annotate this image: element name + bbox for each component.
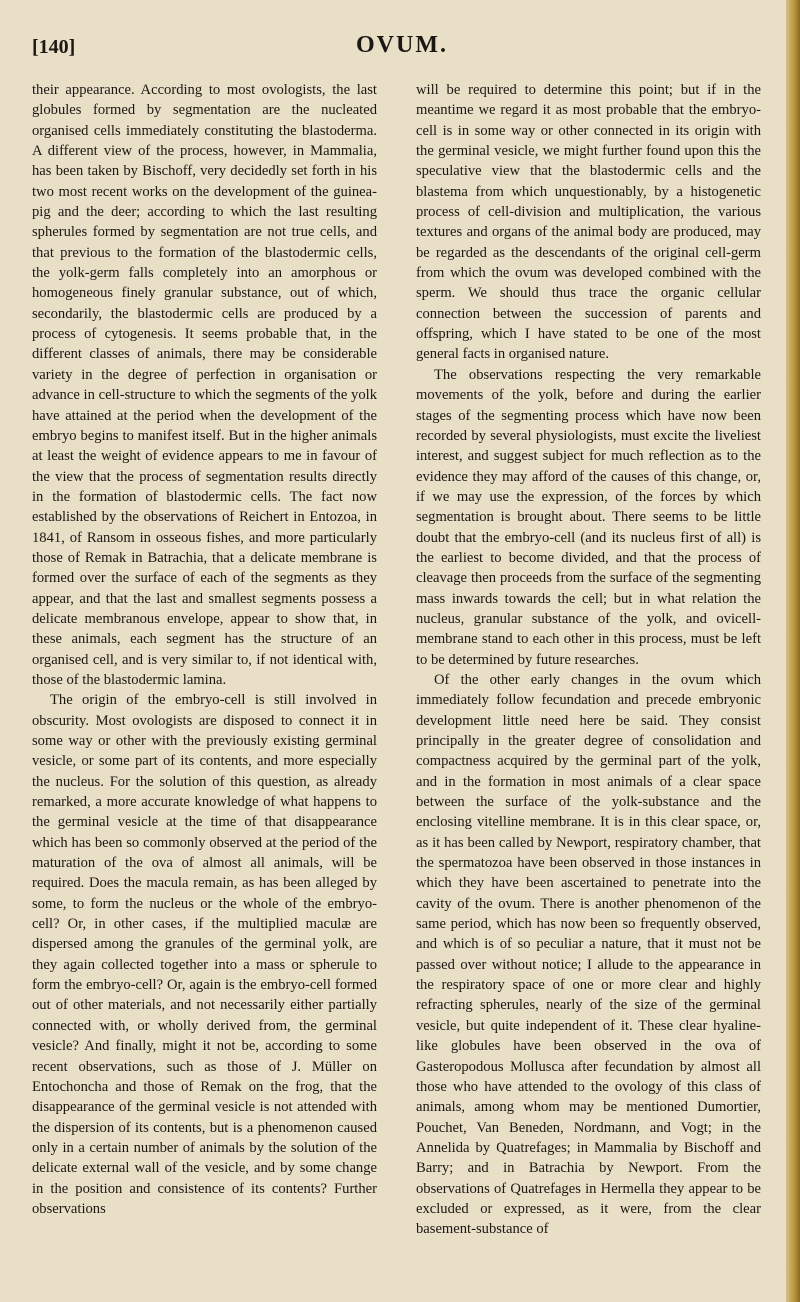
page-header: [32, 22, 772, 62]
page-edge-gilding: [786, 0, 800, 1302]
paragraph: The origin of the embryo-cell is still involved in obscurity. Most ovologists are disposed to connect it in some way or other with the previously existing germinal vesicle, or some part of its contents, and more especially the nucleus. For the solution of this question, as already remarked, a more accurate knowledge of what happens to the germinal vesicle at the time of that disappearance which has been so commonly observed at the period of the maturation of the ova of almost all animals, will be required. Does the macula remain, as has been alleged by some, to form the nucleus or the whole of the embryo-cell? Or, in other cases, if the multiplied maculæ are dispersed among the granules of the germinal yolk, are they again collected together into a mass or spherule to form the embryo-cell? Or, again is the embryo-cell formed out of other materials, and not necessarily either partially connected with, or wholly derived from, the germinal vesicle? And finally, might it not be, according to some recent observations, such as those of J. Müller on Entochoncha and those of Remak on the frog, that the disappearance of the germinal vesicle is not attended with the dispersion of its contents, but is a phenomenon caused only in a certain number of animals by the solution of the delicate external wall of the vesicle, and by some change in the position and consistence of its contents? Further observations: [32, 692, 377, 1217]
paragraph: The observations respecting the very remarkable movements of the yolk, before and during the earlier stages of the segmenting process which have now been recorded by several physiologists, must excite the liveliest interest, and suggest subject for much reflection as to the evidence they may afford of the causes of this change, or, if we may use the expression, of the forces by which segmentation is brought about. There seems to be little doubt that the embryo-cell (and its nucleus first of all) is the earliest to become divided, and that the process of cleavage then proceeds from the surface of the segmenting mass inwards towards the cell; but in what relation the nucleus, granular substance of the yolk, and ovicell-membrane stand to each other in this process, must be left to be determined by future researches.: [416, 366, 761, 668]
paragraph: their appearance. According to most ovologists, the last globules formed by segmentation are the nucleated organised cells immediately constituting the blastoderma. A different view of the process, however, in Mammalia, has been taken by Bischoff, very decidedly set forth in his two most recent works on the development of the guinea-pig and the deer; according to which the last resulting spherules formed by segmentation are not true cells, and that previous to the formation of the blastodermic cells, the yolk-germ falls completely into an amorphous or homogeneous finely granular substance, out of which, secondarily, the blastodermic cells are produced by a process of cytogenesis. It seems probable that, in the different classes of animals, there may be considerable variety in the degree of perfection in organisation or advance in cell-structure to which the segments of the yolk have attained at the period when the development of the embryo begins to manifest itself. But in the higher animals at least the weight of evidence appears to me in favour of the view that the process of segmentation results directly in the formation of blastodermic cells. The fact now established by the observations of Reichert in Entozoa, in 1841, of Ransom in osseous fishes, and more particularly those of Remak in Batrachia, that a delicate membrane is formed over the surface of each of the segments as they appear, and that the last and smallest segments possess a delicate membranous envelope, appear to show that, in these animals, each segment has the structure of an organised cell, and is very similar to, if not identical with, those of the blastodermic lamina.: [32, 82, 377, 688]
paragraph: will be required to determine this point; but if in the meantime we regard it as most probable that the embryo-cell is in some way or other connected in its origin with the germinal vesicle, we might further found upon this the speculative view that the blastodermic cells and the blastema from which unquestionably, by a histogenetic process of cell-division and multiplication, the various textures and organs of the animal body are produced, may be regarded as the descendants of the original cell-germ from which the ovum was developed combined with the sperm. We should thus trace the organic cellular connection between the succession of parents and offspring, which I have stated to be one of the most general facts in organised nature.: [416, 82, 761, 363]
left-column: [32, 80, 377, 1219]
paragraph: Of the other early changes in the ovum which immediately follow fecundation and precede embryonic development little need here be said. They consist principally in the greater degree of consolidation and compactness acquired by the germinal part of the yolk, and in the formation in most animals of a clear space between the surface of the yolk-substance and the enclosing vitelline membrane. It is in this clear space, or, as it has been called by Newport, respiratory chamber, that the spermatozoa have been observed in those instances in which they have been ascertained to penetrate into the cavity of the ovum. There is another phenomenon of the same period, which has now been so frequently observed, and which is of so peculiar a nature, that it must not be passed over without notice; I allude to the appearance in the respiratory space of one or more clear and highly refracting spherules, nearly of the size of the germinal vesicle, but quite independent of it. These clear hyaline-like globules have been observed in the ova of Gasteropodous Mollusca after fecundation by almost all those who have attended to the ovology of this class of animals, among whom may be mentioned Dumortier, Pouchet, Van Beneden, Nordmann, and Vogt; in the Annelida by Quatrefages; in Mammalia by Bischoff and Barry; and in Batrachia by Newport. From the observations of Quatrefages in Hermella they appear to be excluded or expressed, as it were, from the clear basement-substance of: [416, 671, 761, 1238]
page-number: [140]: [32, 36, 76, 58]
right-column: [416, 80, 761, 1240]
running-title: OVUM.: [356, 32, 448, 58]
